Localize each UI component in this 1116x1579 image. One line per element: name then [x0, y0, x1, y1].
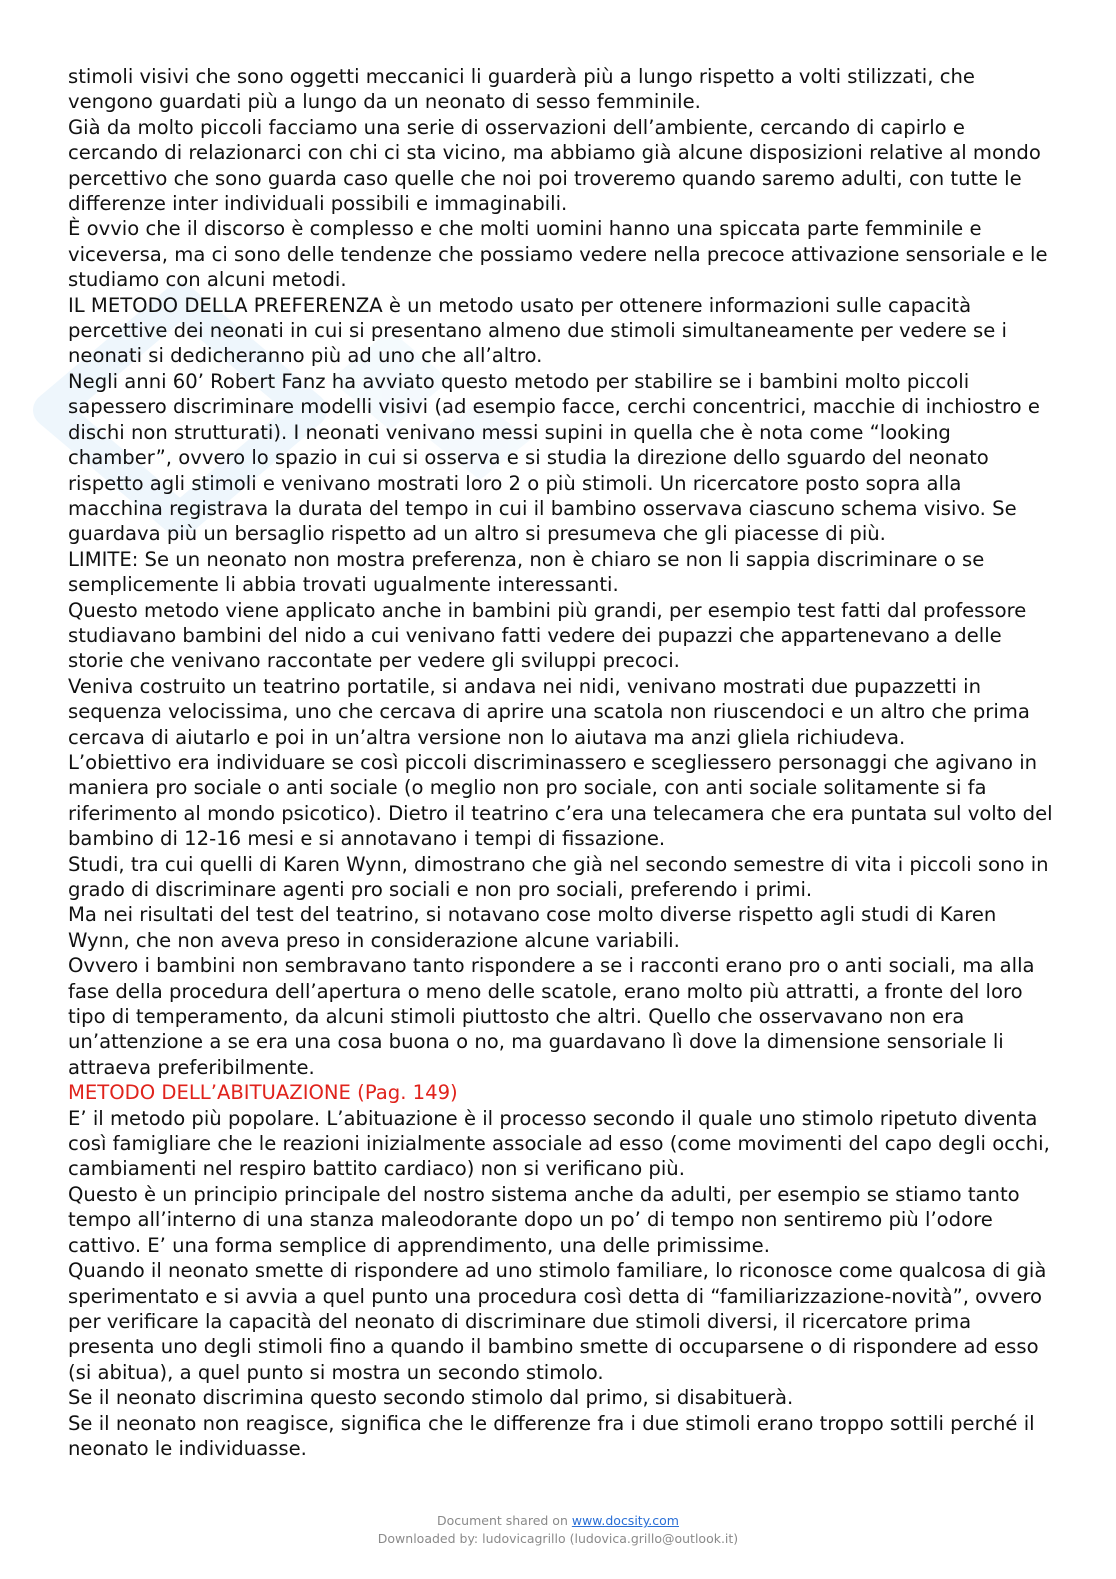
paragraph: IL METODO DELLA PREFERENZA è un metodo usato per ottenere informazioni sulle capacità percettive dei neonati in cui si presentano almeno due stimoli simultaneamente per vedere se i neonati si dedicheranno più ad uno che all’altro. [68, 293, 1007, 368]
paragraph: Negli anni 60’ Robert Fanz ha avviato questo metodo per stabilire se i bambini molto piccoli sapessero discriminare modelli visivi (ad esempio facce, cerchi concentrici, macchie di inchiostro e dischi non strutturati). I neonati venivano messi supini in quella che è nota come “looking chamber”, ovvero lo spazio in cui si osserva e si studia la direzione dello sguardo del neonato rispetto agli stimoli e venivano mostrati loro 2 o più stimoli. Un ricercatore posto sopra alla macchina registrava la durata del tempo in cui il bambino osservava ciascuno schema visivo. Se guardava più un bersaglio rispetto ad un altro si presumeva che gli piacesse di più. [68, 369, 1040, 546]
footer-shared-line [0, 1512, 1116, 1530]
section-heading: METODO DELL’ABITUAZIONE (Pag. 149) [68, 1081, 458, 1105]
paragraph: Questo metodo viene applicato anche in bambini più grandi, per esempio test fatti dal professore studiavano bambini del nido a cui venivano fatti vedere dei pupazzi che appartenevano a delle storie che venivano raccontate per vedere gli sviluppi precoci. [68, 598, 1027, 673]
paragraph: L’obiettivo era individuare se così piccoli discriminassero e scegliessero personaggi che agivano in maniera pro sociale o anti sociale (o meglio non pro sociale, con anti sociale solitamente si fa riferimento al mondo psicotico). Dietro il teatrino c’era una telecamera che era puntata sul volto del bambino di 12-16 mesi e si annotavano i tempi di fissazione. [68, 750, 1053, 851]
docsity-link[interactable]: www.docsity.com [571, 1513, 679, 1528]
footer-downloaded-line: Downloaded by: ludovicagrillo (ludovica.grillo@outlook.it) [377, 1531, 739, 1546]
paragraph: È ovvio che il discorso è complesso e che molti uomini hanno una spiccata parte femminile e viceversa, ma ci sono delle tendenze che possiamo vedere nella precoce attivazione sensoriale e le studiamo con alcuni metodi. [68, 217, 1048, 292]
paragraph: Veniva costruito un teatrino portatile, si andava nei nidi, venivano mostrati due pupazzetti in sequenza velocissima, uno che cercava di aprire una scatola non riuscendoci e un altro che prima cercava di aiutarlo e poi in un’altra versione non lo aiutava ma anzi gliela richiudeva. [68, 674, 1030, 749]
paragraph: E’ il metodo più popolare. L’abituazione è il processo secondo il quale uno stimolo ripetuto diventa così famigliare che le reazioni inizialmente associale ad esso (come movimenti del capo degli occhi, cambiamenti nel respiro battito cardiaco) non si verificano più. [68, 1106, 1050, 1181]
document-body [68, 64, 1058, 1461]
paragraph: Quando il neonato smette di rispondere ad uno stimolo familiare, lo riconosce come qualcosa di già sperimentato e si avvia a quel punto una procedura così detta di “familiarizzazione-novità”, ovvero per verificare la capacità del neonato di discriminare due stimoli diversi, il ricercatore prima presenta uno degli stimoli fino a quando il bambino smette di occuparsene o di rispondere ad esso (si abitua), a quel punto si mostra un secondo stimolo. [68, 1259, 1047, 1384]
paragraph: stimoli visivi che sono oggetti meccanici li guarderà più a lungo rispetto a volti stilizzati, che vengono guardati più a lungo da un neonato di sesso femminile. [68, 65, 975, 114]
paragraph: Se il neonato discrimina questo secondo stimolo dal primo, si disabituerà. [68, 1386, 794, 1410]
paragraph: Se il neonato non reagisce, significa che le differenze fra i due stimoli erano troppo sottili perché il neonato le individuasse. [68, 1411, 1035, 1460]
paragraph: Questo è un principio principale del nostro sistema anche da adulti, per esempio se stiamo tanto tempo all’interno di una stanza maleodorante dopo un po’ di tempo non sentiremo più l’odore cattivo. E’ una forma semplice di apprendimento, una delle primissime. [68, 1182, 1020, 1257]
paragraph: Ma nei risultati del test del teatrino, si notavano cose molto diverse rispetto agli studi di Karen Wynn, che non aveva preso in considerazione alcune variabili. [68, 903, 997, 952]
page-footer [0, 1512, 1116, 1548]
footer-shared-prefix: Document shared on [437, 1513, 572, 1528]
paragraph: LIMITE: Se un neonato non mostra preferenza, non è chiaro se non li sappia discriminare o se semplicemente li abbia trovati ugualmente interessanti. [68, 547, 985, 597]
paragraph: Studi, tra cui quelli di Karen Wynn, dimostrano che già nel secondo semestre di vita i piccoli sono in grado di discriminare agenti pro sociali e non pro sociali, preferendo i primi. [68, 852, 1049, 901]
paragraph: Già da molto piccoli facciamo una serie di osservazioni dell’ambiente, cercando di capirlo e cercando di relazionarci con chi ci sta vicino, ma abbiamo già alcune disposizioni relative al mondo percettivo che sono guarda caso quelle che noi poi troveremo quando saremo adulti, con tutte le differenze inter individuali possibili e immaginabili. [68, 115, 1041, 216]
paragraph: Ovvero i bambini non sembravano tanto rispondere a se i racconti erano pro o anti sociali, ma alla fase della procedura dell’apertura o meno delle scatole, erano molto più attratti, a fronte del loro tipo di temperamento, da alcuni stimoli piuttosto che altri. Quello che osservavano non era un’attenzione a se era una cosa buona o no, ma guardavano lì dove la dimensione sensoriale li attraeva preferibilmente. [68, 954, 1035, 1079]
